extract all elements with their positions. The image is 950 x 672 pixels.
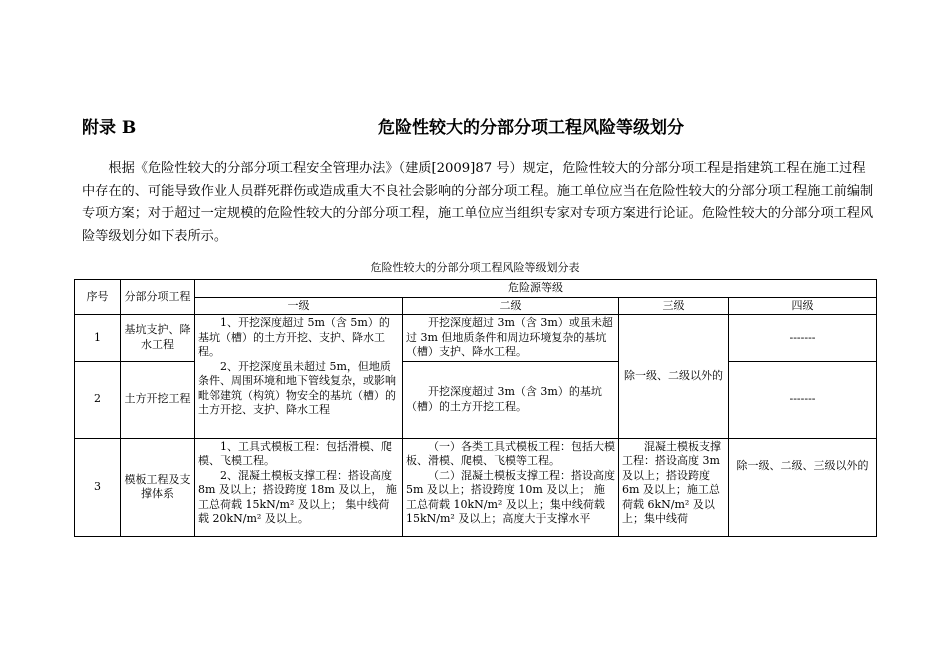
row3-level3: 混凝土模板支撑工程：搭设高度 3m 及以上；搭设跨度 6m 及以上；施工总荷载 6kN/m² 及以上；集中线荷 xyxy=(619,438,729,536)
heading-row xyxy=(82,113,882,139)
header-row-levels xyxy=(75,297,877,315)
header-no: 序号 xyxy=(75,280,121,315)
header-level2: 二级 xyxy=(403,297,619,315)
level1-excavation-item2: 2、开挖深度虽未超过 5m，但地质条件、周围环境和地下管线复杂，或影响毗邻建筑（构筑）物安全的基坑（槽）的土方开挖、支护、降水工程 xyxy=(198,359,396,416)
table-row xyxy=(75,438,877,536)
level1-excavation-item1: 1、开挖深度超过 5m（含 5m）的基坑（槽）的土方开挖、支护、降水工程。 xyxy=(198,316,390,358)
row3-level2 xyxy=(403,438,619,536)
row2-level2: 开挖深度超过 3m（含 3m）的基坑（槽）的土方开挖工程。 xyxy=(403,361,619,438)
table-caption: 危险性较大的分部分项工程风险等级划分表 xyxy=(370,261,580,274)
row3-project: 模板工程及支撑体系 xyxy=(121,438,195,536)
row3-level1-item2: 2、混凝土模板支撑工程：搭设高度 8m 及以上；搭设跨度 18m 及以上， 施工总荷载 15kN/m² 及以上； 集中线荷载 20kN/m² 及以上。 xyxy=(198,468,397,525)
row3-no: 3 xyxy=(75,438,121,536)
level1-excavation-cell xyxy=(195,315,403,439)
header-level1: 一级 xyxy=(195,297,403,315)
row2-no: 2 xyxy=(75,361,121,438)
level3-excavation-cell: 除一级、二级以外的 xyxy=(619,315,729,439)
risk-level-table xyxy=(74,279,877,537)
row3-level1 xyxy=(195,438,403,536)
header-row-top xyxy=(75,280,877,298)
row1-no: 1 xyxy=(75,315,121,362)
header-level3: 三级 xyxy=(619,297,729,315)
header-project: 分部分项工程 xyxy=(121,280,195,315)
appendix-label: 附录 B xyxy=(82,118,137,138)
row2-level4: ------- xyxy=(729,361,877,438)
row2-project: 土方开挖工程 xyxy=(121,361,195,438)
row1-project: 基坑支护、降水工程 xyxy=(121,315,195,362)
intro-paragraph: 根据《危险性较大的分部分项工程安全管理办法》（建质[2009]87 号）规定，危险性较大的分部分项工程是指建筑工程在施工过程中存在的、可能导致作业人员群死群伤或造成重大不良社会影响的分部分项工程。施工单位应当在危险性较大的分部分项工程施工前编制专项方案；对于超过一定规模的危险性较大的分部分项工程，施工单位应当组织专家对专项方案进行论证。危险性较大的分部分项工程风险等级划分如下表所示。 xyxy=(82,161,874,244)
table-row xyxy=(75,315,877,362)
header-level4: 四级 xyxy=(729,297,877,315)
row3-level4: 除一级、二级、三级以外的 xyxy=(729,438,877,536)
row1-level4: ------- xyxy=(729,315,877,362)
row3-level2-item2: （二）混凝土模板支撑工程：搭设高度 5m 及以上；搭设跨度 10m 及以上； 施工总荷载 10kN/m² 及以上；集中线荷载 15kN/m² 及以上；高度大于支撑水平 xyxy=(406,468,615,525)
row1-level2: 开挖深度超过 3m（含 3m）或虽未超过 3m 但地质条件和周边环境复杂的基坑（槽）支护、降水工程。 xyxy=(403,315,619,362)
header-risk-level: 危险源等级 xyxy=(195,280,877,298)
row3-level2-item1: （一）各类工具式模板工程：包括大模板、滑模、爬模、飞模等工程。 xyxy=(406,439,615,467)
document-title: 危险性较大的分部分项工程风险等级划分 xyxy=(378,118,684,138)
row3-level1-item1: 1、工具式模板工程：包括滑模、爬模、飞模工程。 xyxy=(198,439,392,467)
